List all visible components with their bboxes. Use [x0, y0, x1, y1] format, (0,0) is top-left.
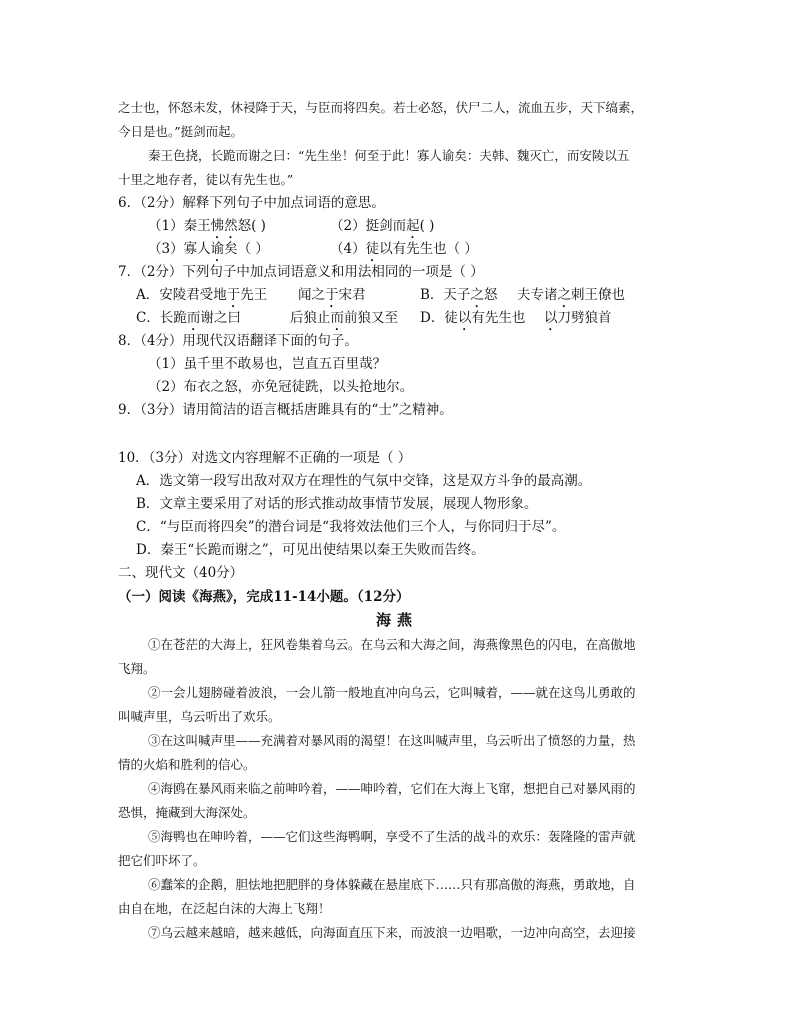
essay-p3-line-1: ③在这叫喊声里——充满着对暴风雨的渴望！在这叫喊声里，乌云听出了愤怒的力量，热 — [148, 733, 636, 748]
q7-option-d-dotted: 以 — [457, 310, 472, 326]
q10-option-a: A．选文第一段写出敌对双方在理性的气氛中交锋，这是双方斗争的最高潮。 — [136, 473, 592, 489]
q7-option-b-dotted: 之 — [470, 287, 484, 303]
q7-option-d-pair — [544, 310, 612, 334]
q10-option-b: B．文章主要采用了对话的形式推动故事情节发展，展现人物形象。 — [136, 496, 538, 512]
q6-item-2-blank: ( ) — [419, 218, 435, 234]
q7-option-b-text: B．天子 — [420, 287, 471, 303]
section-2-heading: 二、现代文（40分） — [118, 565, 244, 581]
essay-p6-line-1: ⑥蠢笨的企鹅，胆怯地把肥胖的身体躲藏在悬崖底下……只有那高傲的海燕，勇敢地，自 — [148, 877, 636, 892]
passage-line-1: 之士也，怀怒未发，休祲降于天，与臣而将四矣。若士必怒，伏尸二人，流血五步，天下缟素， — [118, 100, 644, 115]
q7-option-a-pair-text: 闻之 — [298, 287, 325, 303]
q7-option-d-text: D．徒 — [420, 310, 458, 326]
q7-option-a-text-end: 先王 — [240, 287, 268, 303]
q6-item-4-dotted: 徒 — [365, 241, 380, 257]
q7-option-a-dotted: 于 — [226, 287, 241, 303]
q7-option-d-pair-dotted: 以 — [544, 310, 558, 326]
q7-option-b — [420, 287, 497, 311]
essay-p6-line-2: 由自在地，在泛起白沫的大海上飞翔！ — [118, 901, 331, 916]
q7-option-c-pair — [290, 310, 398, 334]
essay-p1-line-2: 飞翔。 — [118, 661, 156, 676]
q6-item-1 — [148, 218, 266, 242]
q7-option-b-pair-dotted: 之 — [557, 287, 571, 303]
q7-option-a-text: A．安陵君受地 — [136, 287, 227, 303]
q6-item-2 — [330, 218, 434, 242]
essay-p7-line-1: ⑦乌云越来越暗，越来越低，向海面直压下来，而波浪一边唱歌，一边冲向高空，去迎接 — [148, 925, 636, 940]
q6-item-1-text: （1）秦王 — [148, 218, 211, 234]
essay-p1-line-1: ①在苍茫的大海上，狂风卷集着乌云。在乌云和大海之间，海燕像黑色的闪电，在高傲地 — [148, 637, 636, 652]
q8-sentence-1: （1）虽千里不敢易也，岂直五百里哉？ — [148, 356, 387, 372]
essay-p5-line-1: ⑤海鸭也在呻吟着，——它们这些海鸭啊，享受不了生活的战斗的欢乐：轰隆隆的雷声就 — [148, 829, 636, 844]
q6-item-3-text: （3）寡人 — [148, 241, 211, 257]
essay-title: 海燕 — [375, 611, 418, 629]
passage-line-2: 今日是也。”挺剑而起。 — [118, 124, 244, 139]
q6-item-3-blank: 矣（ ） — [224, 241, 269, 257]
q7-option-d-text-end: 有先生也 — [471, 310, 526, 326]
question-8-stem: 8．（4分）用现代汉语翻译下面的句子。 — [118, 333, 358, 349]
passage-line-3: 秦王色挠，长跪而谢之曰：“先生坐！何至于此！寡人谕矣：夫韩、魏灭亡，而安陵以五 — [148, 148, 630, 163]
q7-option-c-dotted: 而 — [186, 310, 201, 326]
essay-p2-line-2: 叫喊声里，乌云听出了欢乐。 — [118, 709, 281, 724]
q7-option-c-pair-text: 后狼止 — [290, 310, 331, 326]
q6-item-2-dotted: 起 — [406, 218, 420, 234]
q7-option-a-pair-dotted: 于 — [325, 287, 339, 303]
q8-sentence-2: （2）布衣之怒，亦免冠徒跣，以头抢地尔。 — [148, 379, 414, 395]
question-9-stem: 9．（3分）请用简洁的语言概括唐雎具有的“士”之精神。 — [118, 402, 453, 418]
q6-item-3 — [148, 241, 269, 265]
q10-option-d: D．秦王“长跪而谢之”，可见出使结果以秦王失败而告终。 — [136, 542, 485, 558]
q6-item-4-text: （4） — [330, 241, 366, 257]
essay-p4-line-2: 恐惧，掩藏到大海深处。 — [118, 805, 256, 820]
passage-line-4: 十里之地存者，徒以有先生也。” — [118, 172, 294, 187]
essay-p5-line-2: 把它们吓坏了。 — [118, 853, 206, 868]
question-10-stem: 10．（3分）对选文内容理解不正确的一项是（ ） — [118, 450, 412, 466]
q6-item-1-blank: 怒( ) — [237, 218, 266, 234]
essay-p2-line-1: ②一会儿翅膀碰着波浪，一会儿箭一般地直冲向乌云，它叫喊着，——就在这鸟儿勇敢的 — [148, 685, 636, 700]
q6-item-1-dotted: 怫然 — [210, 218, 238, 234]
q6-item-4-blank: 以有先生也（ ） — [379, 241, 478, 257]
q10-option-c: C．“与臣而将四矣”的潜台词是“我将效法他们三个人，与你同归于尽”。 — [136, 519, 566, 535]
q7-option-c-pair-end: 前狼又至 — [344, 310, 398, 326]
question-7-stem: 7．（2分）下列句子中加点词语意义和用法相同的一项是（ ） — [118, 264, 484, 280]
q7-option-b-text-end: 怒 — [483, 287, 498, 303]
q6-item-4 — [330, 241, 478, 265]
q7-option-d — [420, 310, 525, 334]
q7-option-a-pair-end: 宋君 — [338, 287, 366, 303]
q6-item-3-dotted: 谕 — [210, 241, 225, 257]
q7-option-c-pair-dotted: 而 — [330, 310, 344, 326]
section-2-subheading: （一）阅读《海燕》，完成11-14小题。（12分） — [118, 589, 410, 605]
question-6-stem: 6．（2分）解释下列句子中加点词语的意思。 — [118, 195, 385, 211]
q7-option-c-text-end: 谢之曰 — [200, 310, 241, 326]
q7-option-b-pair-text: 夫专诸 — [517, 287, 558, 303]
q7-option-d-pair-end: 刀劈狼首 — [557, 310, 612, 326]
q7-option-a-pair — [298, 287, 366, 311]
essay-p3-line-2: 情的火焰和胜利的信心。 — [118, 757, 256, 772]
q7-option-a — [136, 287, 267, 311]
q7-option-c-text: C．长跪 — [136, 310, 187, 326]
essay-p4-line-1: ④海鸥在暴风雨来临之前呻吟着，——呻吟着，它们在大海上飞窜，想把自己对暴风雨的 — [148, 781, 636, 796]
q7-option-b-pair — [517, 287, 625, 311]
q7-option-b-pair-end: 刺王僚也 — [571, 287, 625, 303]
q6-item-2-text: （2）挺剑而 — [330, 218, 407, 234]
q7-option-c — [136, 310, 241, 334]
